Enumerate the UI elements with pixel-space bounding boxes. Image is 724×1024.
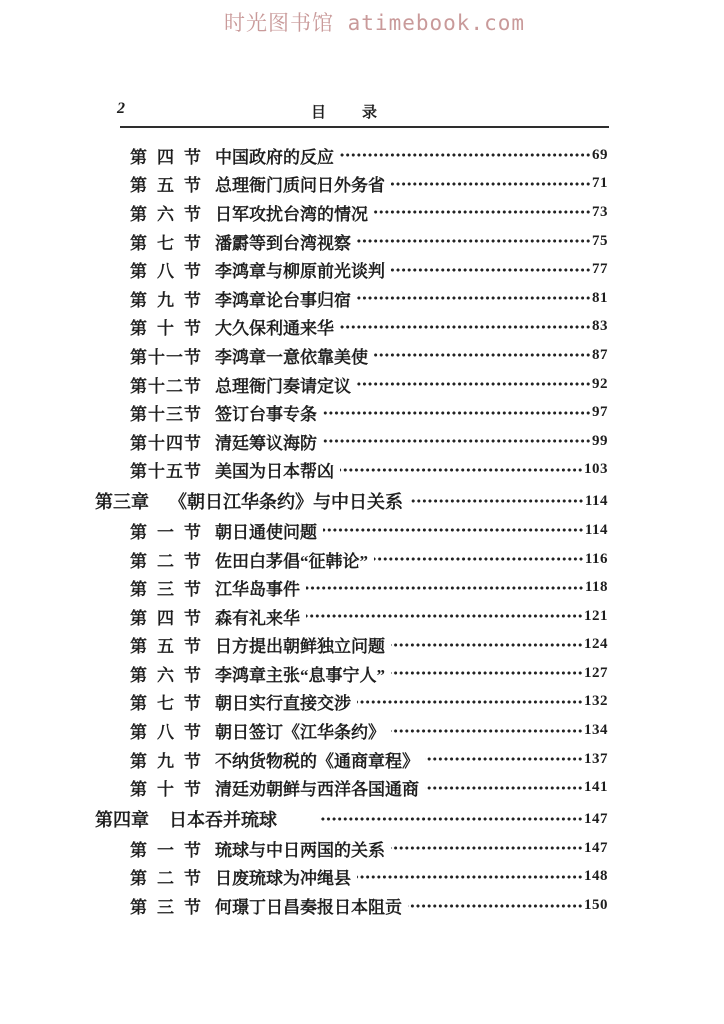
toc-section-row [95, 891, 608, 920]
row-label: 第三章 [95, 492, 149, 513]
dot-leader [340, 466, 583, 474]
row-title: 签订台事专条 [215, 405, 317, 425]
toc-section-row [95, 398, 608, 427]
dot-leader [357, 698, 583, 706]
dot-leader [391, 844, 583, 852]
row-title: 朝日通使问题 [215, 522, 317, 542]
row-title: 李鸿章主张“息事宁人” [215, 665, 385, 685]
row-title: 李鸿章论台事归宿 [215, 290, 351, 310]
row-label: 第十三节 [130, 405, 201, 425]
dot-leader [306, 612, 583, 620]
row-label: 第 五 节 [130, 637, 201, 657]
row-page: 77 [592, 261, 608, 278]
row-label: 第 三 节 [130, 898, 201, 918]
row-title: 江华岛事件 [215, 580, 300, 600]
row-page: 124 [584, 636, 608, 653]
row-page: 81 [592, 289, 608, 306]
row-page: 92 [592, 375, 608, 392]
row-page: 87 [592, 346, 608, 363]
toc-section-row [95, 427, 608, 456]
dot-leader [391, 180, 591, 188]
row-label: 第 十 节 [130, 319, 201, 339]
row-title: 总理衙门奏请定议 [215, 376, 351, 396]
toc-section-row [95, 227, 608, 256]
row-label: 第 七 节 [130, 233, 201, 253]
row-label: 第 九 节 [130, 290, 201, 310]
row-label: 第 九 节 [130, 751, 201, 771]
row-label: 第 八 节 [130, 262, 201, 282]
row-label: 第 八 节 [130, 723, 201, 743]
row-title: 李鸿章一意依靠美使 [215, 347, 368, 367]
toc-section-row [95, 716, 608, 745]
row-title: 日本吞并琉球 [169, 810, 313, 831]
dot-leader [357, 380, 591, 388]
dot-leader [340, 323, 591, 331]
toc-section-row [95, 198, 608, 227]
row-label: 第十二节 [130, 376, 201, 396]
row-title: 《朝日江华条约》与中日关系 [169, 492, 403, 513]
toc-section-row [95, 255, 608, 284]
dot-leader [357, 873, 583, 881]
row-label: 第 六 节 [130, 665, 201, 685]
row-page: 75 [592, 232, 608, 249]
toc-section-row [95, 456, 608, 485]
row-label: 第十四节 [130, 433, 201, 453]
row-page: 114 [584, 492, 608, 509]
row-page: 116 [584, 550, 608, 567]
row-title: 何璟丁日昌奏报日本阻贡 [215, 898, 402, 918]
dot-leader [374, 208, 591, 216]
header-rule [120, 126, 609, 128]
toc-section-row [95, 834, 608, 863]
row-title: 中国政府的反应 [215, 147, 334, 167]
row-title: 潘霨等到台湾视察 [215, 233, 351, 253]
dot-leader [408, 902, 583, 910]
row-title: 不纳货物税的《通商章程》 [215, 751, 419, 771]
row-title: 总理衙门质问日外务省 [215, 176, 385, 196]
toc-section-row [95, 341, 608, 370]
toc-section-row [95, 745, 608, 774]
dot-leader [323, 526, 584, 534]
toc-section-row [95, 602, 608, 631]
row-page: 132 [584, 693, 608, 710]
toc-section-row [95, 170, 608, 199]
dot-leader [374, 555, 584, 563]
row-label: 第四章 [95, 810, 149, 831]
row-page: 83 [592, 318, 608, 335]
dot-leader [306, 584, 584, 592]
page-title: 目 录 [310, 105, 379, 121]
row-page: 73 [592, 203, 608, 220]
row-label: 第 四 节 [130, 147, 201, 167]
dot-leader [391, 266, 591, 274]
row-label: 第 一 节 [130, 522, 201, 542]
row-page: 134 [584, 722, 608, 739]
row-label: 第 二 节 [130, 869, 201, 889]
row-title: 森有礼来华 [215, 608, 300, 628]
toc-section-row [95, 313, 608, 342]
row-label: 第 六 节 [130, 204, 201, 224]
toc-section-row [95, 516, 608, 545]
row-title: 朝日实行直接交涉 [215, 694, 351, 714]
row-label: 第十五节 [130, 462, 201, 482]
row-label: 第 四 节 [130, 608, 201, 628]
toc-section-row [95, 370, 608, 399]
row-page: 118 [584, 579, 608, 596]
row-label: 第 一 节 [130, 840, 201, 860]
watermark-text: 时光图书馆 atimebook.com [224, 11, 526, 35]
toc-section-row [95, 631, 608, 660]
toc-section-row [95, 659, 608, 688]
row-label: 第 二 节 [130, 551, 201, 571]
row-title: 日方提出朝鲜独立问题 [215, 637, 385, 657]
row-title: 琉球与中日两国的关系 [215, 840, 385, 860]
dot-leader [425, 784, 583, 792]
row-page: 147 [584, 839, 608, 856]
header-page-number: 2 [117, 100, 125, 117]
dot-leader [357, 294, 591, 302]
toc-section-row [95, 773, 608, 802]
dot-leader [391, 669, 583, 677]
row-page: 137 [584, 750, 608, 767]
dot-leader [323, 409, 591, 417]
row-title: 美国为日本帮凶 [215, 462, 334, 482]
row-title: 清廷筹议海防 [215, 433, 317, 453]
row-page: 121 [584, 607, 608, 624]
dot-leader [409, 497, 584, 505]
row-page: 69 [592, 146, 608, 163]
toc-chapter-row [95, 486, 608, 516]
row-title: 日军攻扰台湾的情况 [215, 204, 368, 224]
toc-section-row [95, 573, 608, 602]
row-title: 日废琉球为冲绳县 [215, 869, 351, 889]
row-page: 97 [592, 404, 608, 421]
row-label: 第 七 节 [130, 694, 201, 714]
row-page: 148 [584, 868, 608, 885]
row-page: 99 [592, 432, 608, 449]
dot-leader [323, 437, 591, 445]
row-title: 朝日签订《江华条约》 [215, 723, 385, 743]
dot-leader [391, 641, 583, 649]
row-title: 李鸿章与柳原前光谈判 [215, 262, 385, 282]
row-page: 147 [584, 810, 608, 827]
row-label: 第十一节 [130, 347, 201, 367]
toc-list [95, 141, 608, 920]
dot-leader [357, 237, 591, 245]
row-page: 114 [584, 521, 608, 538]
toc-chapter-row [95, 804, 608, 834]
row-page: 127 [584, 664, 608, 681]
row-label: 第 五 节 [130, 176, 201, 196]
row-page: 71 [592, 175, 608, 192]
dot-leader [391, 727, 583, 735]
row-page: 103 [584, 461, 608, 478]
toc-section-row [95, 863, 608, 892]
toc-section-row [95, 284, 608, 313]
toc-section-row [95, 688, 608, 717]
dot-leader [340, 151, 591, 159]
dot-leader [374, 351, 591, 359]
row-title: 清廷劝朝鲜与西洋各国通商 [215, 780, 419, 800]
dot-leader [319, 815, 583, 823]
row-title: 大久保利通来华 [215, 319, 334, 339]
dot-leader [425, 755, 583, 763]
toc-section-row [95, 545, 608, 574]
row-title: 佐田白茅倡“征韩论” [215, 551, 368, 571]
row-label: 第 三 节 [130, 580, 201, 600]
toc-section-row [95, 141, 608, 170]
row-label: 第 十 节 [130, 780, 201, 800]
row-page: 150 [584, 897, 608, 914]
row-page: 141 [584, 779, 608, 796]
